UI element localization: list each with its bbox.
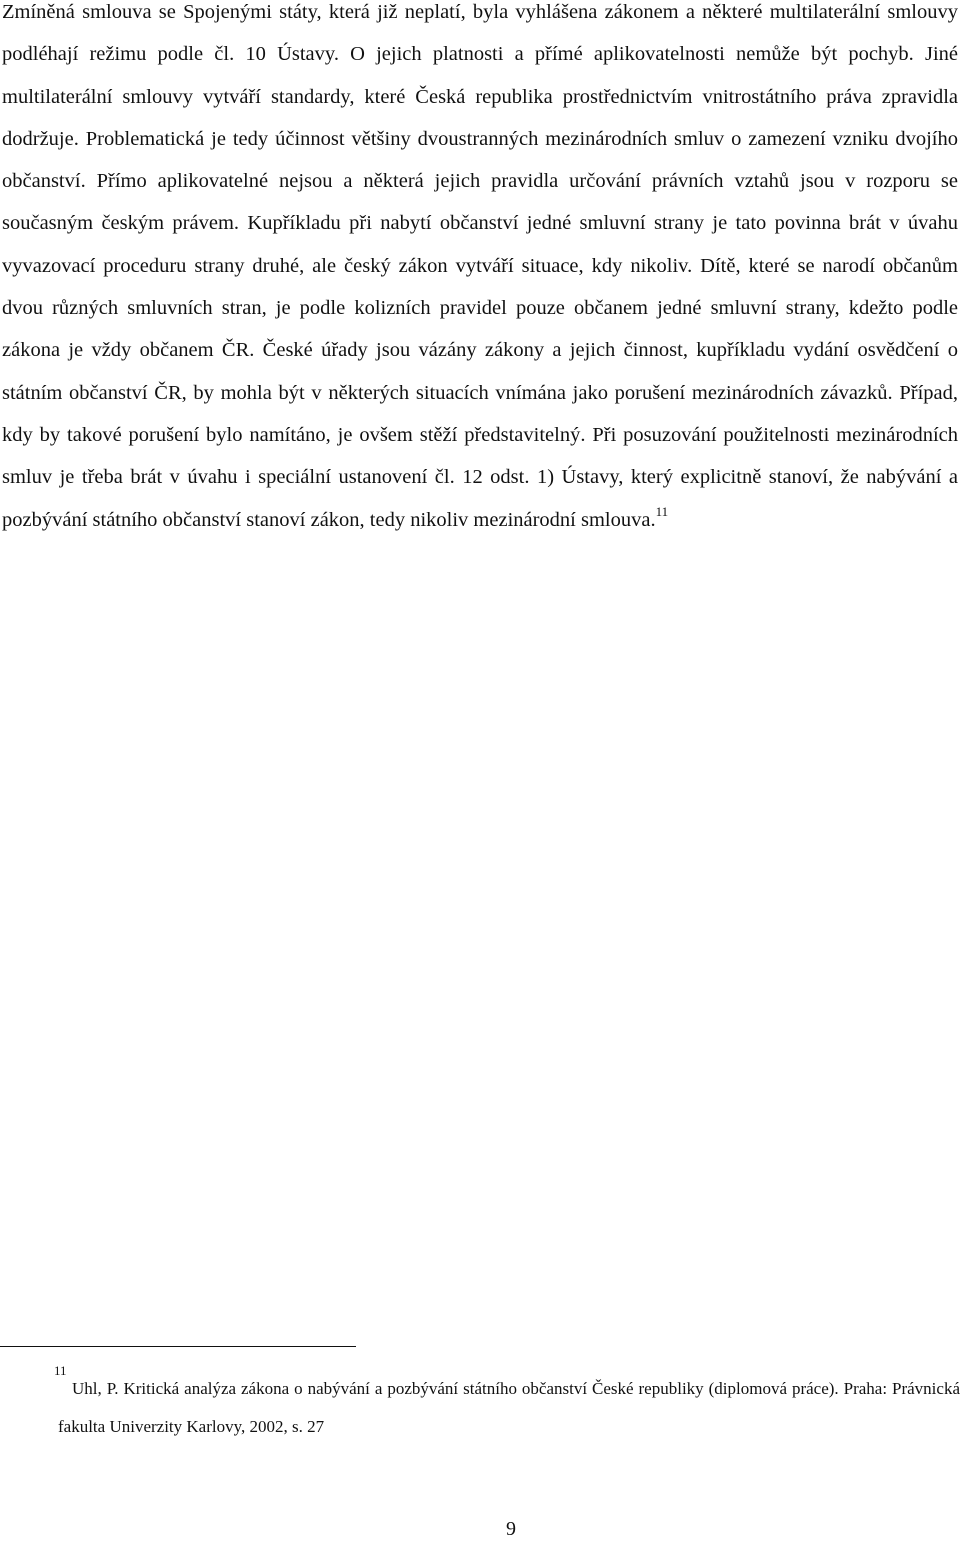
body-paragraph: [2, 0, 958, 541]
footnote-separator: [0, 1346, 356, 1347]
footnote-reference[interactable]: 11: [655, 503, 669, 519]
footnote-text: Uhl, P. Kritická analýza zákona o nabývání a pozbývání státního občanství České republiky (diplomová práce). Praha: Právnická fakulta Univerzity Karlovy, 2002, s. 27: [58, 1379, 960, 1436]
body-paragraph-text: Zmíněná smlouva se Spojenými státy, která již neplatí, byla vyhlášena zákonem a některé multilaterální smlouvy podléhají režimu podle čl. 10 Ústavy. O jejich platnosti a přímé aplikovatelnosti nemůže být pochyb. Jiné multilaterální smlouvy vytváří standardy, které Česká republika prostřednictvím vnitrostátního práva zpravidla dodržuje. Problematická je tedy účinnost většiny dvoustranných mezinárodních smluv o zamezení vzniku dvojího občanství. Přímo aplikovatelné nejsou a některá jejich pravidla určování právních vztahů jsou v rozporu se současným českým právem. Kupříkladu při nabytí občanství jedné smluvní strany je tato povinna brát v úvahu vyvazovací proceduru strany druhé, ale český zákon vytváří situace, kdy nikoliv. Dítě, které se narodí občanům dvou různých smluvních stran, je podle kolizních pravidel pouze občanem jedné smluvní strany, kdežto podle zákona je vždy občanem ČR. České úřady jsou vázány zákony a jejich činnost, kupříkladu vydání osvědčení o státním občanství ČR, by mohla být v některých situacích vnímána jako porušení mezinárodních závazků. Případ, kdy by takové porušení bylo namítáno, je ovšem stěží představitelný. Při posuzování použitelnosti mezinárodních smluv je třeba brát v úvahu i speciální ustanovení čl. 12 odst. 1) Ústavy, který explicitně stanoví, že nabývání a pozbývání státního občanství stanoví zákon, tedy nikoliv mezinárodní smlouva.: [2, 1, 958, 531]
footnote-number: 11: [54, 1363, 67, 1378]
page-number: 9: [506, 1518, 516, 1540]
footnote: [54, 1363, 960, 1446]
